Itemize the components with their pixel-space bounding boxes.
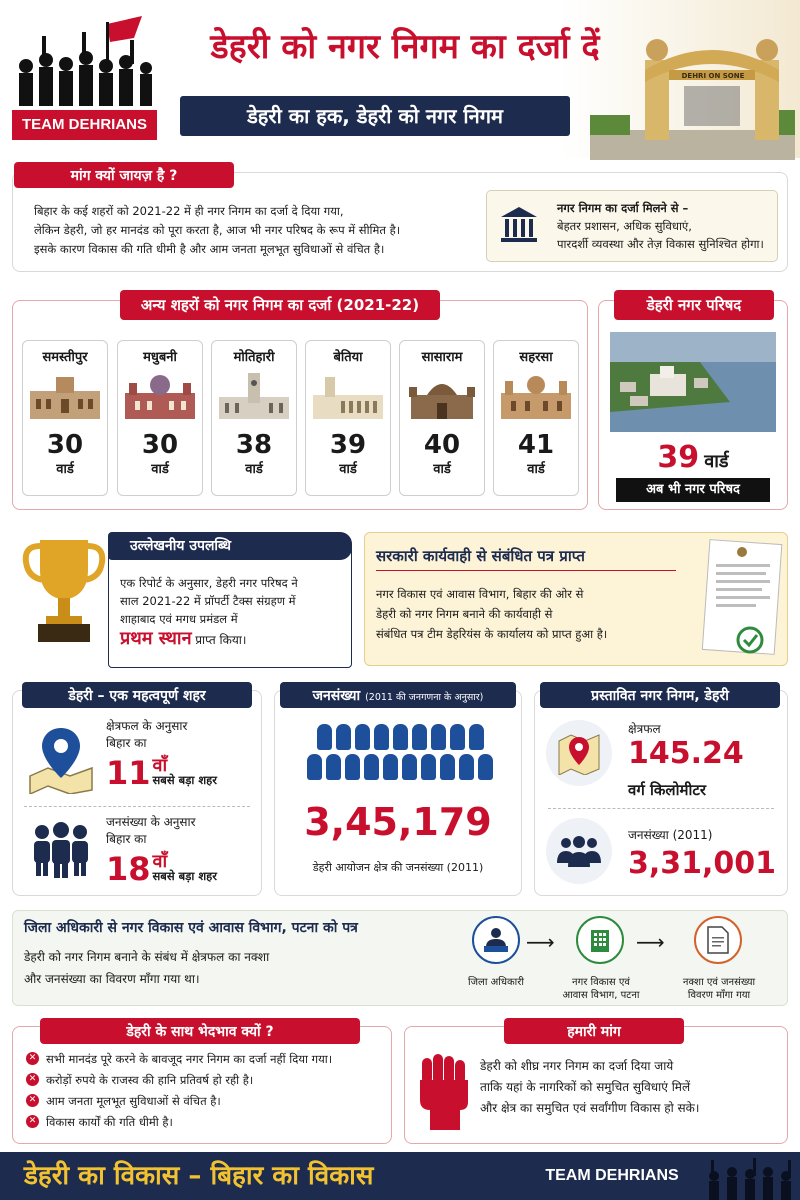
benefit-line: बेहतर प्रशासन, अधिक सुविधाएं, bbox=[557, 219, 692, 233]
district-letter-title: जिला अधिकारी से नगर विकास एवं आवास विभाग, पटना को पत्र bbox=[24, 920, 358, 936]
area-rank-suffix: वाँ bbox=[152, 755, 168, 776]
why-text bbox=[34, 202, 484, 259]
ward-count: 40 bbox=[423, 430, 461, 460]
cross-icon: ✕ bbox=[26, 1073, 39, 1086]
ward-count: 30 bbox=[141, 430, 179, 460]
other-cities-tab: अन्य शहरों को नगर निगम का दर्जा (2021-22) bbox=[120, 290, 440, 320]
why-line: बिहार के कई शहरों को 2021-22 में ही नगर निगम का दर्जा दे दिया गया, bbox=[34, 204, 344, 218]
benefit-title: नगर निगम का दर्जा मिलने से – bbox=[557, 201, 689, 215]
discrimination-text: आम जनता मूलभूत सुविधाओं से वंचित है। bbox=[46, 1094, 221, 1108]
city-card bbox=[22, 340, 108, 496]
document-check-icon bbox=[700, 538, 784, 662]
area-rank-tail: सबसे बड़ा शहर bbox=[152, 773, 217, 787]
city-name: मोतिहारी bbox=[233, 350, 275, 365]
pop-rank-suffix: वाँ bbox=[152, 851, 168, 872]
city-name: सहरसा bbox=[519, 350, 553, 365]
district-letter-text bbox=[24, 946, 464, 990]
important-city-tab: डेहरी – एक महत्वपूर्ण शहर bbox=[22, 682, 252, 708]
achievement-text bbox=[120, 574, 346, 649]
department-building-icon bbox=[576, 916, 624, 964]
flow-step-label bbox=[664, 976, 774, 1002]
city-name: समस्तीपुर bbox=[42, 350, 88, 365]
area-rank: 11 bbox=[106, 754, 151, 792]
city-building-image bbox=[311, 371, 385, 419]
flow-arrow-icon: ⟶ bbox=[636, 930, 665, 954]
discrimination-text: विकास कार्यों की गति धीमी है। bbox=[46, 1115, 173, 1129]
district-letter-line: और जनसंख्या का विवरण माँगा गया था। bbox=[24, 972, 200, 986]
letter-text bbox=[376, 584, 696, 644]
achievement-tail: प्राप्त किया। bbox=[195, 633, 247, 647]
officer-icon bbox=[472, 916, 520, 964]
city-building-image bbox=[405, 371, 479, 419]
gate-text: DEHRI ON SONE bbox=[681, 72, 745, 80]
population-value: 3,45,179 bbox=[304, 800, 492, 844]
benefit-line: पारदर्शी व्यवस्था और तेज़ विकास सुनिश्चित होगा। bbox=[557, 237, 764, 251]
dehri-council-tab: डेहरी नगर परिषद bbox=[614, 290, 774, 320]
discrimination-text: करोड़ों रुपये के राजस्व की हानि प्रतिवर्ष हो रही है। bbox=[46, 1073, 254, 1087]
letter-title: सरकारी कार्यवाही से संबंधित पत्र प्राप्त bbox=[376, 546, 676, 571]
pop-rank-line: जनसंख्या के अनुसार bbox=[106, 815, 196, 829]
cross-icon: ✕ bbox=[26, 1094, 39, 1107]
proposed-pop-label: जनसंख्या (2011) bbox=[628, 828, 713, 842]
crowd-icon bbox=[300, 722, 500, 792]
dehri-gate-image bbox=[590, 20, 795, 160]
trophy-icon bbox=[22, 534, 106, 644]
pop-rank: 18 bbox=[106, 850, 151, 888]
discrimination-item bbox=[26, 1115, 386, 1130]
area-unit: वर्ग किलोमीटर bbox=[628, 781, 707, 799]
city-building-image bbox=[217, 371, 291, 419]
dehri-ward-count: 39 bbox=[657, 440, 700, 475]
letter-line: संबंधित पत्र टीम डेहरियंस के कार्यालय को प्राप्त हुआ है। bbox=[376, 627, 608, 641]
why-tab: मांग क्यों जायज़ है ? bbox=[14, 162, 234, 188]
demand-line: डेहरी को शीघ्र नगर निगम का दर्जा दिया जाये bbox=[480, 1059, 674, 1073]
achievement-tab: उल्लेखनीय उपलब्धि bbox=[108, 532, 352, 560]
council-status-badge: अब भी नगर परिषद bbox=[616, 478, 770, 502]
building-icon bbox=[499, 205, 539, 245]
letter-line: नगर विकास एवं आवास विभाग, बिहार की ओर से bbox=[376, 587, 584, 601]
district-letter-line: डेहरी को नगर निगम बनाने के संबंध में क्षेत्रफल का नक्शा bbox=[24, 950, 270, 964]
demand-tab: हमारी मांग bbox=[504, 1018, 684, 1044]
page-title: डेहरी को नगर निगम का दर्जा दें bbox=[210, 27, 600, 67]
flow-step-text: नगर विकास एवं bbox=[572, 977, 630, 988]
population-group-icon bbox=[546, 818, 612, 884]
discrimination-tab: डेहरी के साथ भेदभाव क्यों ? bbox=[40, 1018, 360, 1044]
population-tab-note: (2011 की जनगणना के अनुसार) bbox=[365, 692, 484, 703]
raised-fist-icon bbox=[416, 1052, 472, 1132]
city-card bbox=[399, 340, 485, 496]
demand-text bbox=[480, 1056, 780, 1119]
footer-slogan: डेहरी का विकास – बिहार का विकास bbox=[24, 1161, 374, 1191]
ward-unit: वार्ड bbox=[245, 462, 263, 477]
benefit-box bbox=[486, 190, 778, 262]
dehri-ward-unit: वार्ड bbox=[704, 451, 729, 472]
achievement-line: शाहाबाद एवं मगध प्रमंडल में bbox=[120, 612, 238, 626]
city-building-image bbox=[123, 371, 197, 419]
flow-step-text: नक्शा एवं जनसंख्या bbox=[682, 977, 756, 988]
document-icon bbox=[694, 916, 742, 964]
why-line: लेकिन डेहरी, जो हर मानदंड को पूरा करता है, आज भी नगर परिषद के रूप में सीमित है। bbox=[34, 223, 401, 237]
population-caption: डेहरी आयोजन क्षेत्र की जनसंख्या (2011) bbox=[312, 861, 484, 874]
pop-rank-tail: सबसे बड़ा शहर bbox=[152, 869, 217, 883]
divider bbox=[548, 808, 774, 809]
flow-step-label bbox=[546, 976, 656, 1002]
area-map-icon bbox=[546, 720, 612, 786]
flow-step-label bbox=[446, 976, 546, 989]
pop-rank-line: बिहार का bbox=[106, 832, 147, 846]
ward-unit: वार्ड bbox=[56, 462, 74, 477]
achievement-highlight: प्रथम स्थान bbox=[120, 628, 192, 649]
city-card bbox=[211, 340, 297, 496]
city-building-image bbox=[499, 371, 573, 419]
ward-unit: वार्ड bbox=[527, 462, 545, 477]
ward-unit: वार्ड bbox=[151, 462, 169, 477]
area-value: 145.24 bbox=[628, 736, 744, 771]
crowd-silhouette-icon bbox=[700, 1152, 800, 1200]
brand-label: TEAM DEHRIANS bbox=[12, 110, 157, 140]
proposed-pop-value: 3,31,001 bbox=[628, 846, 777, 881]
dehri-aerial-image bbox=[610, 332, 776, 432]
flow-arrow-icon: ⟶ bbox=[526, 930, 555, 954]
page-subtitle: डेहरी का हक, डेहरी को नगर निगम bbox=[180, 96, 570, 136]
letter-line: डेहरी को नगर निगम बनाने की कार्यवाही से bbox=[376, 607, 553, 621]
divider bbox=[24, 806, 250, 807]
footer-brand: TEAM DEHRIANS bbox=[545, 1167, 679, 1184]
ward-count: 30 bbox=[46, 430, 84, 460]
ward-unit: वार्ड bbox=[433, 462, 451, 477]
achievement-line: एक रिपोर्ट के अनुसार, डेहरी नगर परिषद ने bbox=[120, 576, 298, 590]
city-name: सासाराम bbox=[421, 350, 463, 365]
discrimination-text: सभी मानदंड पूरे करने के बावजूद नगर निगम का दर्जा नहीं दिया गया। bbox=[46, 1052, 333, 1066]
discrimination-item bbox=[26, 1094, 386, 1109]
discrimination-item bbox=[26, 1073, 386, 1088]
discrimination-list bbox=[26, 1052, 386, 1136]
ward-count: 38 bbox=[235, 430, 273, 460]
discrimination-item bbox=[26, 1052, 386, 1067]
proposed-tab: प्रस्तावित नगर निगम, डेहरी bbox=[540, 682, 780, 708]
achievement-line: साल 2021-22 में प्रॉपर्टी टैक्स संग्रहण में bbox=[120, 594, 296, 608]
cross-icon: ✕ bbox=[26, 1115, 39, 1128]
demand-line: ताकि यहां के नागरिकों को समुचित सुविधाएं मिलें bbox=[480, 1080, 691, 1094]
city-name: बेतिया bbox=[333, 350, 363, 365]
population-tab bbox=[280, 682, 516, 708]
team-logo bbox=[12, 16, 157, 136]
city-name: मधुबनी bbox=[143, 350, 177, 365]
people-icon bbox=[30, 822, 92, 878]
area-label: क्षेत्रफल bbox=[628, 722, 661, 736]
area-rank-line: क्षेत्रफल के अनुसार bbox=[106, 719, 188, 733]
city-card bbox=[493, 340, 579, 496]
city-card bbox=[305, 340, 391, 496]
why-line: इसके कारण विकास की गति धीमी है और आम जनता मूलभूत सुविधाओं से वंचित है। bbox=[34, 242, 385, 256]
city-building-image bbox=[28, 371, 102, 419]
cross-icon: ✕ bbox=[26, 1052, 39, 1065]
ward-unit: वार्ड bbox=[339, 462, 357, 477]
flow-step-text: विवरण माँगा गया bbox=[687, 990, 751, 1001]
population-tab-label: जनसंख्या bbox=[312, 688, 361, 704]
area-rank-line: बिहार का bbox=[106, 736, 147, 750]
crowd-flag-icon bbox=[12, 16, 157, 106]
city-card bbox=[117, 340, 203, 496]
ward-count: 41 bbox=[517, 430, 555, 460]
ward-count: 39 bbox=[329, 430, 367, 460]
flow-step-text: जिला अधिकारी bbox=[468, 977, 524, 988]
demand-line: और क्षेत्र का समुचित एवं सर्वांगीण विकास हो सके। bbox=[480, 1101, 700, 1115]
flow-step-text: आवास विभाग, पटना bbox=[562, 990, 640, 1001]
map-pin-icon bbox=[26, 724, 96, 794]
